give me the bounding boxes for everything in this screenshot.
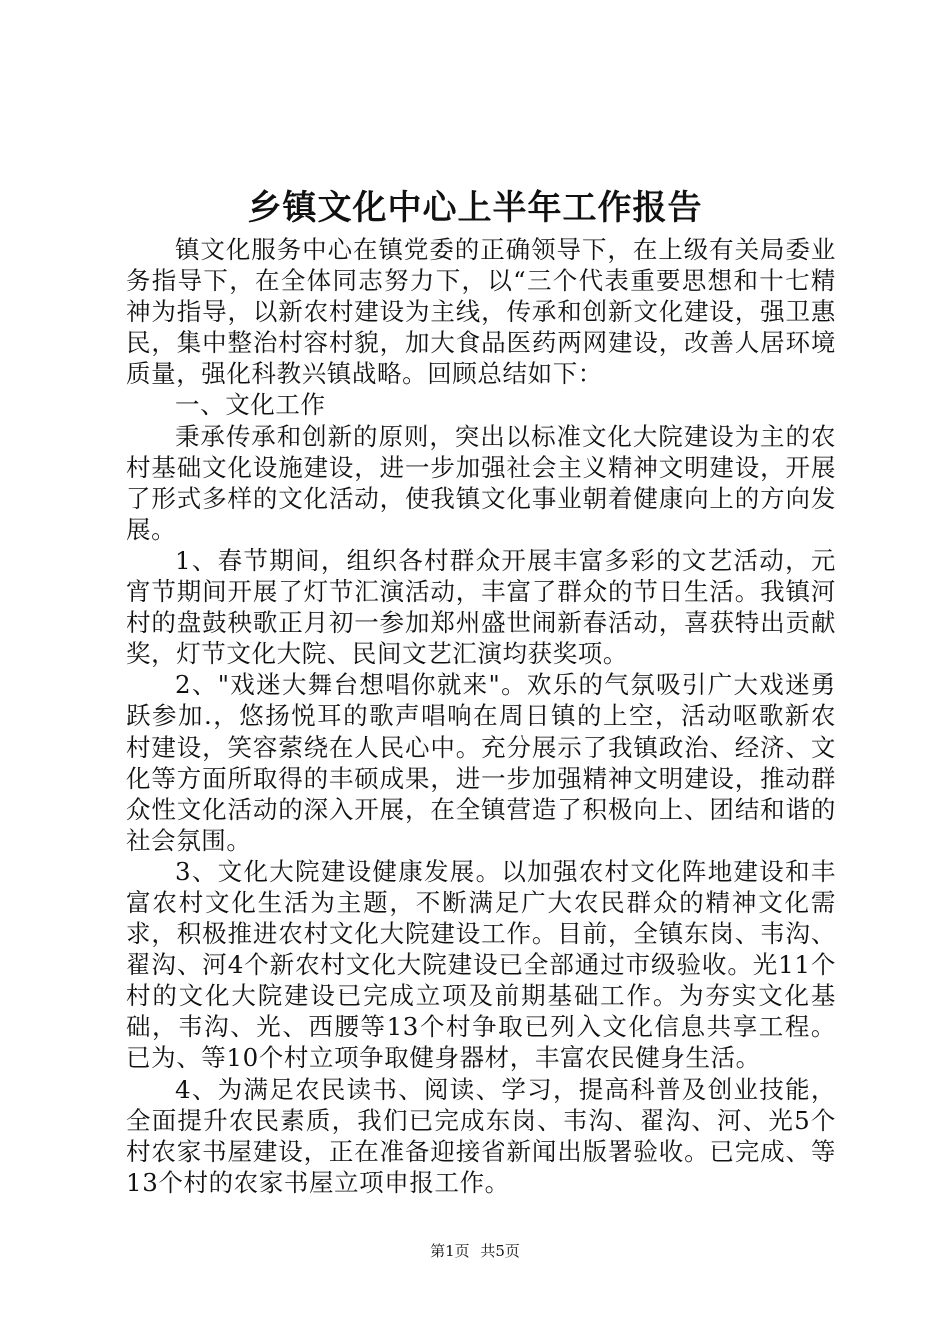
paragraph-item-1: 1、春节期间，组织各村群众开展丰富多彩的文艺活动，元宵节期间开展了灯节汇演活动，丰富了群众的节日生活。我镇河村的盘鼓秧歌正月初一参加郑州盛世闹新春活动，喜获特出贡献奖，灯节文化大院、民间文艺汇演均获奖项。 [126, 545, 836, 669]
section-heading-culture: 一、文化工作 [175, 390, 326, 420]
paragraph-intro: 镇文化服务中心在镇党委的正确领导下，在上级有关局委业务指导下，在全体同志努力下，以“三个代表重要思想和十七精神为指导，以新农村建设为主线，传承和创新文化建设，强卫惠民，集中整治村容村貌，加大食品医药两网建设，改善人居环境质量，强化科教兴镇战略。回顾总结如下： [126, 235, 836, 389]
document-title: 乡镇文化中心上半年工作报告 [247, 188, 703, 228]
paragraph-item-4: 4、为满足农民读书、阅读、学习，提高科普及创业技能，全面提升农民素质，我们已完成东岗、韦沟、翟沟、河、光5个村农家书屋建设，正在准备迎接省新闻出版署验收。已完成、等13个村的农家书屋立项申报工作。 [126, 1074, 836, 1197]
paragraph-item-2: 2、"戏迷大舞台想唱你就来"。欢乐的气氛吸引广大戏迷勇跃参加.，悠扬悦耳的歌声唱响在周日镇的上空，活动呕歌新农村建设，笑容萦绕在人民心中。充分展示了我镇政治、经济、文化等方面所取得的丰硕成果，进一步加强精神文明建设，推动群众性文化活动的深入开展，在全镇营造了积极向上、团结和谐的社会氛围。 [126, 670, 836, 855]
page-footer [0, 1241, 950, 1261]
paragraph-item-3: 3、文化大院建设健康发展。以加强农村文化阵地建设和丰富农村文化生活为主题，不断满足广大农民群众的精神文化需求，积极推进农村文化大院建设工作。目前，全镇东岗、韦沟、翟沟、河4个新农村文化大院建设已全部通过市级验收。光11个村的文化大院建设已完成立项及前期基础工作。为夯实文化基础，韦沟、光、西腰等13个村争取已列入文化信息共享工程。已为、等10个村立项争取健身器材，丰富农民健身生活。 [126, 856, 836, 1073]
page-total: 共5页 [480, 1242, 520, 1260]
page-number: 第1页 [430, 1242, 470, 1260]
paragraph-principle: 秉承传承和创新的原则，突出以标准文化大院建设为主的农村基础文化设施建设，进一步加强社会主义精神文明建设，开展了形式多样的文化活动，使我镇文化事业朝着健康向上的方向发展。 [126, 421, 836, 544]
document-body [126, 234, 836, 1198]
